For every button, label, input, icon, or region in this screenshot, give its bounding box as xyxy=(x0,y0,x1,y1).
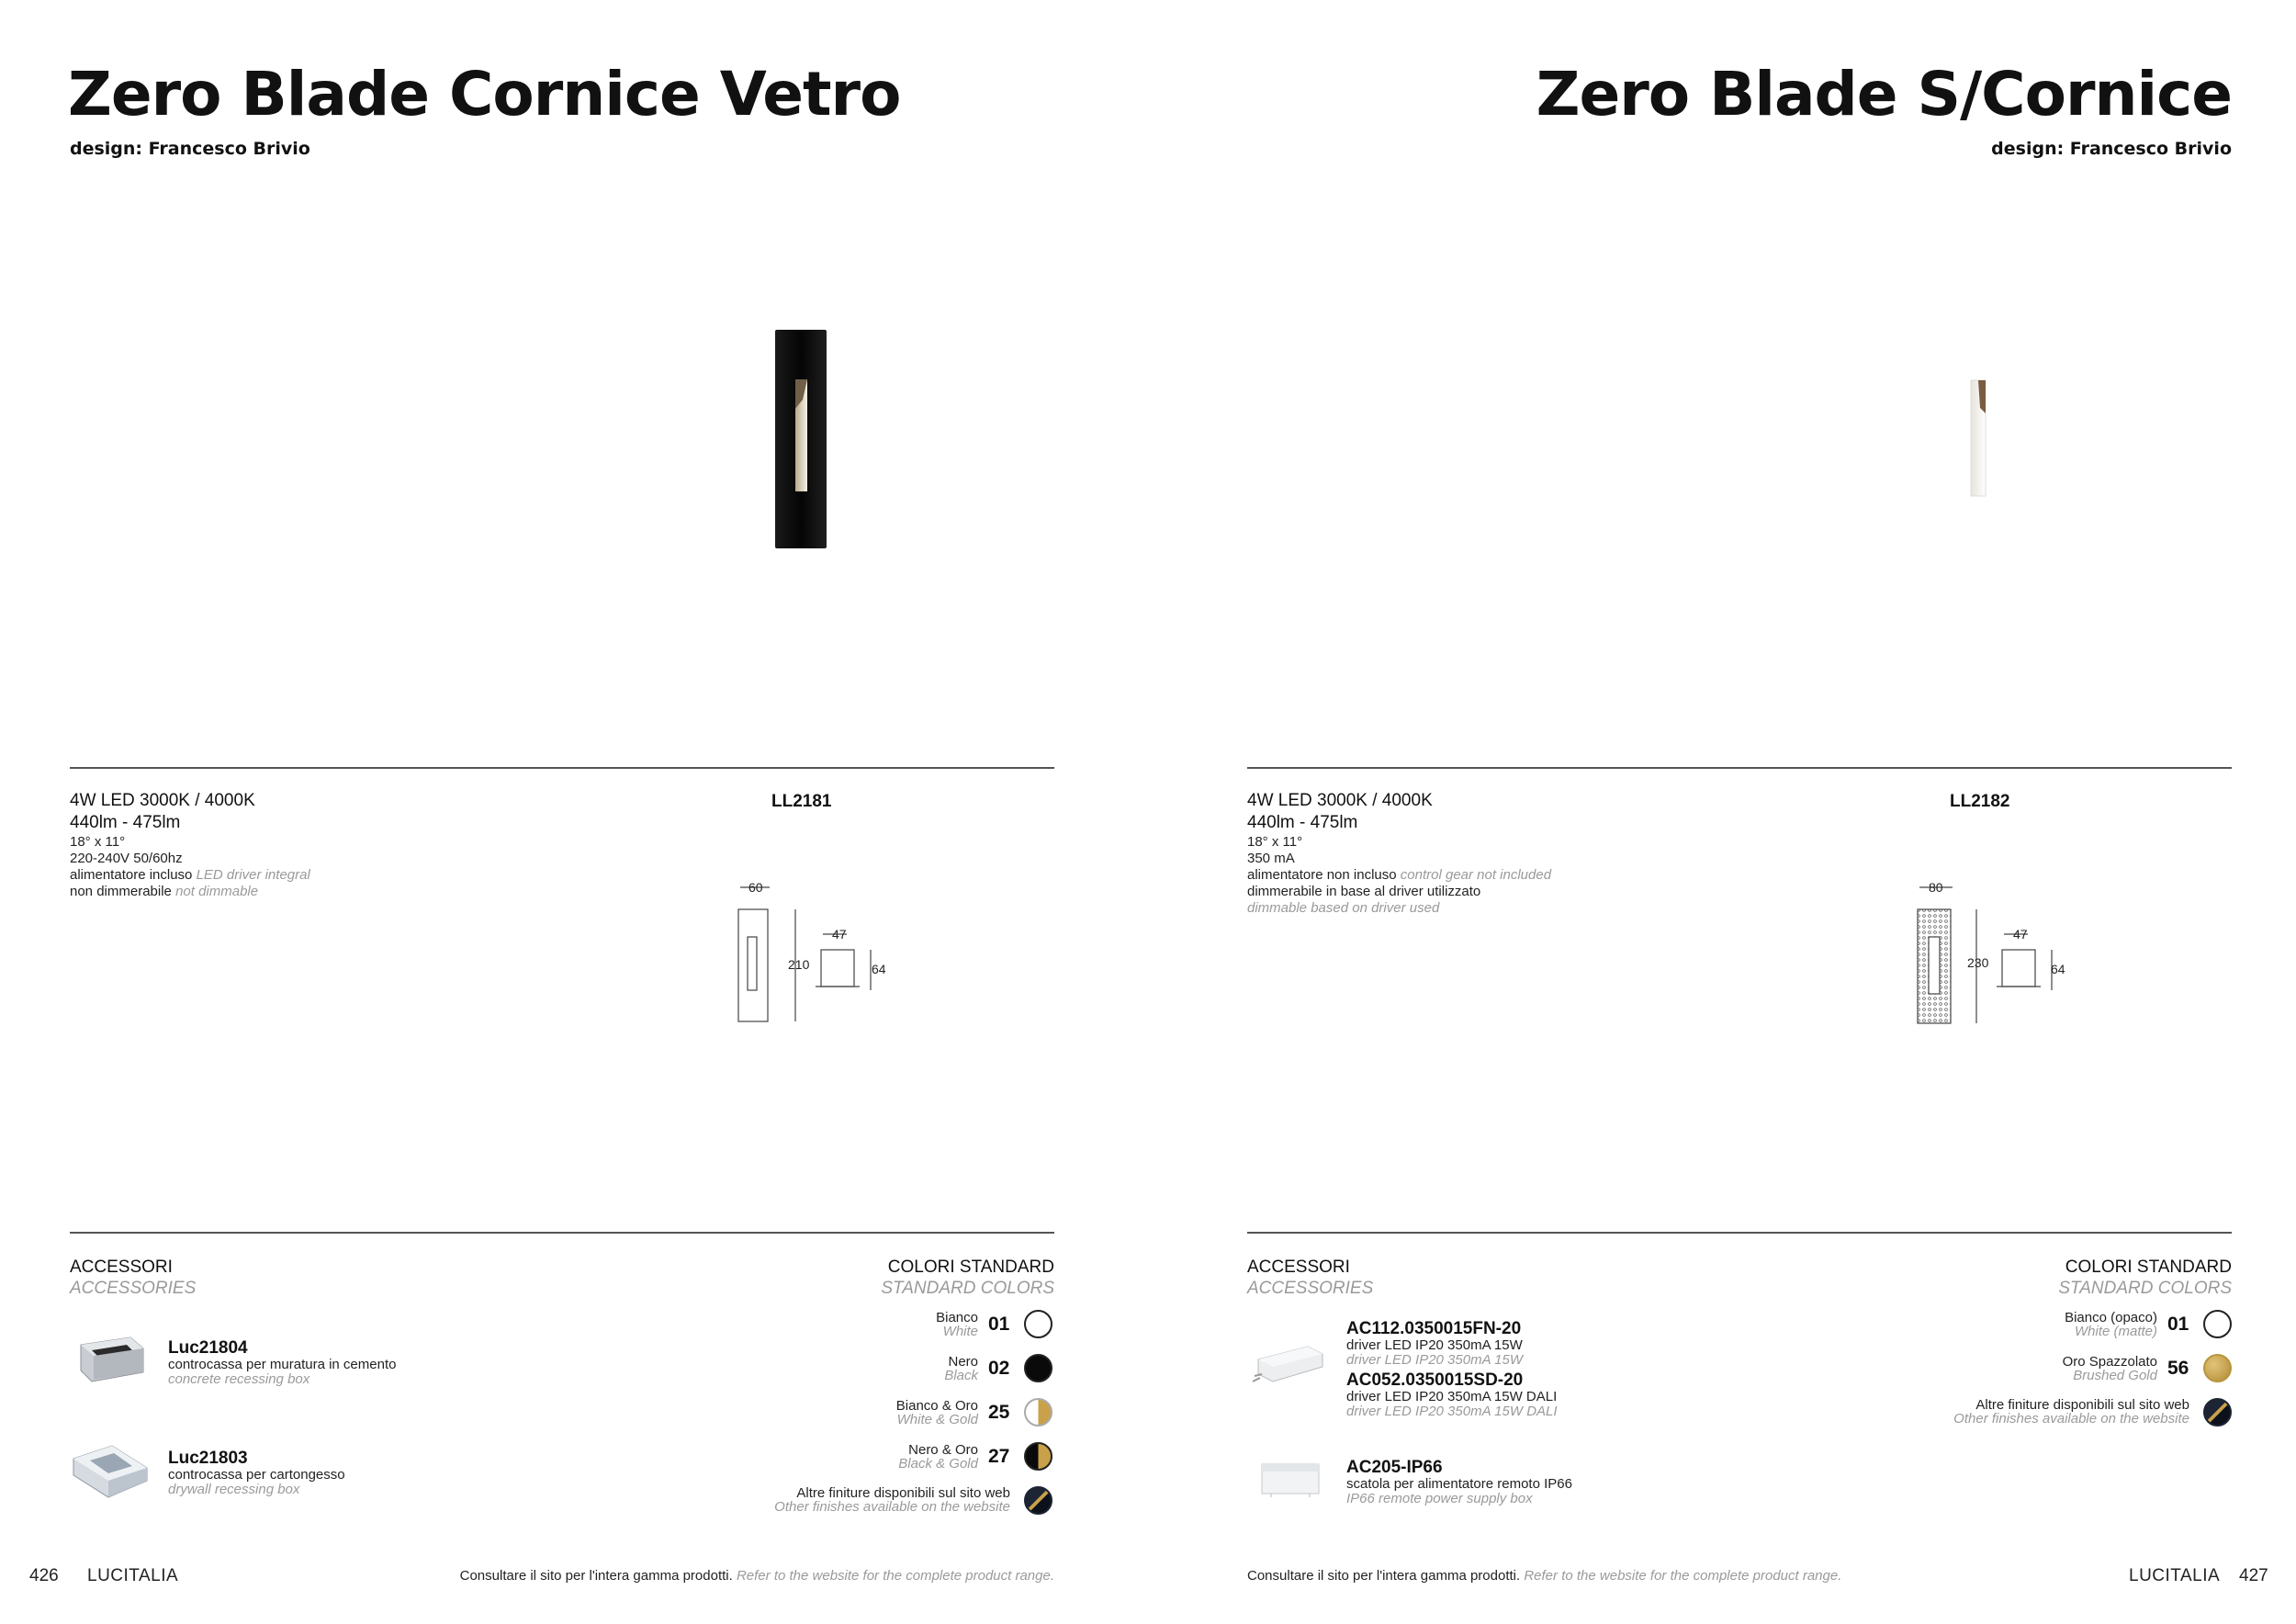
right-accessory-3 xyxy=(1346,1458,1572,1506)
left-accessories-title-en: ACCESSORIES xyxy=(70,1279,197,1298)
right-product-title: Zero Blade S/Cornice xyxy=(1536,59,2232,130)
right-footer-it: Consultare il sito per l'intera gamma prodotti. xyxy=(1247,1568,1521,1584)
right-other-finishes-en: Other finishes available on the website xyxy=(1953,1411,2189,1427)
right-spec-driver-it: alimentatore non incluso xyxy=(1247,867,1397,883)
left-footer-en: Refer to the website for the complete product range. xyxy=(736,1568,1054,1584)
left-dim-height: 210 xyxy=(788,957,810,972)
left-color-4-code: 27 xyxy=(988,1446,1010,1467)
right-dim-height: 230 xyxy=(1967,955,1989,970)
right-technical-drawing xyxy=(1910,874,2076,1031)
right-page-number: 427 xyxy=(2239,1566,2268,1585)
right-colors-title-en: STANDARD COLORS xyxy=(2058,1279,2232,1298)
left-spec-dimming-en: not dimmable xyxy=(175,884,259,899)
left-brand: LUCITALIA xyxy=(87,1566,179,1585)
left-color-3-label xyxy=(896,1399,978,1427)
right-accessory-3-code: AC205-IP66 xyxy=(1346,1458,1443,1477)
white-swatch xyxy=(1024,1310,1052,1338)
left-accessory-2-it: controcassa per cartongesso xyxy=(168,1467,345,1483)
left-colors-header xyxy=(881,1257,1054,1299)
left-color-4-it: Nero & Oro xyxy=(908,1442,978,1458)
left-top-rule xyxy=(70,767,1054,769)
left-dim-depth: 47 xyxy=(832,927,847,942)
left-accessory-1-code: Luc21804 xyxy=(168,1338,248,1358)
white-gold-swatch xyxy=(1024,1398,1052,1427)
left-footer xyxy=(460,1568,1054,1584)
right-bottom-rule xyxy=(1247,1232,2232,1234)
black-gold-swatch xyxy=(1024,1442,1052,1471)
left-drawing-front xyxy=(738,909,768,1021)
left-spec-driver-it: alimentatore incluso xyxy=(70,867,193,883)
left-accessories-header xyxy=(70,1257,196,1299)
right-accessories-header xyxy=(1247,1257,1373,1299)
left-other-finishes xyxy=(774,1486,1010,1514)
right-accessory-1-it: driver LED IP20 350mA 15W xyxy=(1346,1337,1523,1353)
right-spec-driver-en: control gear not included xyxy=(1400,867,1552,883)
left-specs xyxy=(70,790,310,900)
right-spec-beam: 18° x 11° xyxy=(1247,834,1303,850)
brushed-gold-swatch xyxy=(2203,1354,2232,1382)
left-accessory-1 xyxy=(168,1338,396,1387)
right-spec-driver xyxy=(1247,867,1551,884)
right-color-2-en: Brushed Gold xyxy=(2073,1368,2157,1383)
left-spec-lumen: 440lm - 475lm xyxy=(70,813,181,832)
left-bottom-rule xyxy=(70,1232,1054,1234)
other-finishes-swatch xyxy=(1024,1486,1052,1515)
left-drawing-slot xyxy=(748,937,757,990)
left-spec-driver-en: LED driver integral xyxy=(196,867,310,883)
left-color-2-en: Black xyxy=(944,1368,978,1383)
right-color-1-it: Bianco (opaco) xyxy=(2065,1310,2157,1325)
left-product-code: LL2181 xyxy=(771,792,832,811)
right-accessories-title-en: ACCESSORIES xyxy=(1247,1279,1374,1298)
drywall-box-image xyxy=(70,1440,151,1503)
right-accessory-1 xyxy=(1346,1319,1523,1368)
led-driver-image xyxy=(1251,1339,1328,1391)
right-spec-dimming-en: dimmable based on driver used xyxy=(1247,900,1440,916)
left-product-title: Zero Blade Cornice Vetro xyxy=(68,59,901,130)
left-color-1-en: White xyxy=(942,1324,978,1339)
right-dim-side: 64 xyxy=(2051,962,2065,976)
right-drawing-side xyxy=(2002,950,2035,987)
right-dim-width: 80 xyxy=(1929,880,1943,895)
left-color-1-it: Bianco xyxy=(936,1310,978,1325)
left-color-2-code: 02 xyxy=(988,1358,1010,1379)
right-color-2-code: 56 xyxy=(2167,1358,2189,1379)
left-spec-voltage: 220-240V 50/60hz xyxy=(70,851,183,866)
right-accessory-1-en: driver LED IP20 350mA 15W xyxy=(1346,1352,1524,1368)
right-accessory-3-en: IP66 remote power supply box xyxy=(1346,1491,1533,1506)
left-spec-beam: 18° x 11° xyxy=(70,834,126,850)
right-other-finishes xyxy=(1953,1398,2189,1426)
right-other-finishes-it: Altre finiture disponibili sul sito web xyxy=(1975,1397,2189,1413)
right-top-rule xyxy=(1247,767,2232,769)
left-color-1-code: 01 xyxy=(988,1314,1010,1335)
left-color-4-label xyxy=(898,1443,978,1471)
right-color-1-label xyxy=(2065,1311,2157,1338)
left-color-3-it: Bianco & Oro xyxy=(895,1398,978,1414)
right-product-code: LL2182 xyxy=(1950,792,2010,811)
concrete-box-image xyxy=(75,1332,147,1385)
left-product-photo xyxy=(770,326,832,552)
left-spec-power: 4W LED 3000K / 4000K xyxy=(70,791,255,810)
left-drawing-side xyxy=(821,950,854,987)
right-color-2-it: Oro Spazzolato xyxy=(2062,1354,2157,1370)
right-footer xyxy=(1247,1568,1841,1584)
right-brand: LUCITALIA xyxy=(2129,1566,2221,1585)
ip66-box-image xyxy=(1258,1459,1324,1499)
right-designer: design: Francesco Brivio xyxy=(1991,139,2232,159)
right-color-2-label xyxy=(2063,1355,2157,1382)
left-color-1-label xyxy=(936,1311,978,1338)
left-footer-it: Consultare il sito per l'intera gamma prodotti. xyxy=(459,1568,733,1584)
left-colors-title: COLORI STANDARD xyxy=(887,1257,1054,1277)
right-accessories-title: ACCESSORI xyxy=(1247,1257,1350,1277)
right-product-photo xyxy=(1965,377,1991,500)
left-dim-width: 60 xyxy=(748,880,763,895)
left-accessory-1-it: controcassa per muratura in cemento xyxy=(168,1357,397,1372)
left-page-number: 426 xyxy=(29,1566,59,1585)
right-accessory-1-code: AC112.0350015FN-20 xyxy=(1346,1319,1522,1338)
left-accessory-2-code: Luc21803 xyxy=(168,1449,248,1468)
matte-white-swatch xyxy=(2203,1310,2232,1338)
left-spec-dimming xyxy=(70,884,310,900)
left-accessory-1-en: concrete recessing box xyxy=(168,1371,310,1387)
right-accessory-3-it: scatola per alimentatore remoto IP66 xyxy=(1346,1476,1572,1492)
right-drawing-slot xyxy=(1929,937,1940,994)
right-color-1-code: 01 xyxy=(2167,1314,2189,1335)
right-dim-depth: 47 xyxy=(2013,927,2028,942)
right-footer-en: Refer to the website for the complete product range. xyxy=(1524,1568,1842,1584)
right-colors-header xyxy=(2058,1257,2232,1299)
left-spec-dimming-it: non dimmerabile xyxy=(70,884,172,899)
right-spec-lumen: 440lm - 475lm xyxy=(1247,813,1358,832)
right-specs xyxy=(1247,790,1551,917)
right-other-finishes-swatch xyxy=(2203,1398,2232,1427)
right-accessory-2-en: driver LED IP20 350mA 15W DALI xyxy=(1346,1404,1558,1419)
left-color-2-it: Nero xyxy=(948,1354,978,1370)
left-color-2-label xyxy=(944,1355,978,1382)
left-dim-side: 64 xyxy=(872,962,886,976)
right-color-1-en: White (matte) xyxy=(2074,1324,2157,1339)
left-designer: design: Francesco Brivio xyxy=(70,139,310,159)
right-colors-title: COLORI STANDARD xyxy=(2065,1257,2232,1277)
left-other-finishes-it: Altre finiture disponibili sul sito web xyxy=(796,1485,1010,1501)
left-spec-driver xyxy=(70,867,310,884)
left-accessory-2-en: drywall recessing box xyxy=(168,1482,300,1497)
left-colors-title-en: STANDARD COLORS xyxy=(881,1279,1054,1298)
left-accessory-2 xyxy=(168,1449,345,1497)
left-color-3-en: White & Gold xyxy=(896,1412,978,1427)
black-swatch xyxy=(1024,1354,1052,1382)
left-accessories-title: ACCESSORI xyxy=(70,1257,173,1277)
right-spec-current: 350 mA xyxy=(1247,851,1295,866)
right-spec-dimming-it: dimmerabile in base al driver utilizzato xyxy=(1247,884,1481,899)
left-technical-drawing xyxy=(731,874,896,1031)
left-color-4-en: Black & Gold xyxy=(898,1456,978,1472)
right-spec-power: 4W LED 3000K / 4000K xyxy=(1247,791,1433,810)
right-accessory-2 xyxy=(1346,1370,1558,1419)
left-color-3-code: 25 xyxy=(988,1402,1010,1423)
left-other-finishes-en: Other finishes available on the website xyxy=(774,1499,1010,1515)
right-accessory-2-it: driver LED IP20 350mA 15W DALI xyxy=(1346,1389,1558,1404)
right-accessory-2-code: AC052.0350015SD-20 xyxy=(1346,1370,1524,1390)
